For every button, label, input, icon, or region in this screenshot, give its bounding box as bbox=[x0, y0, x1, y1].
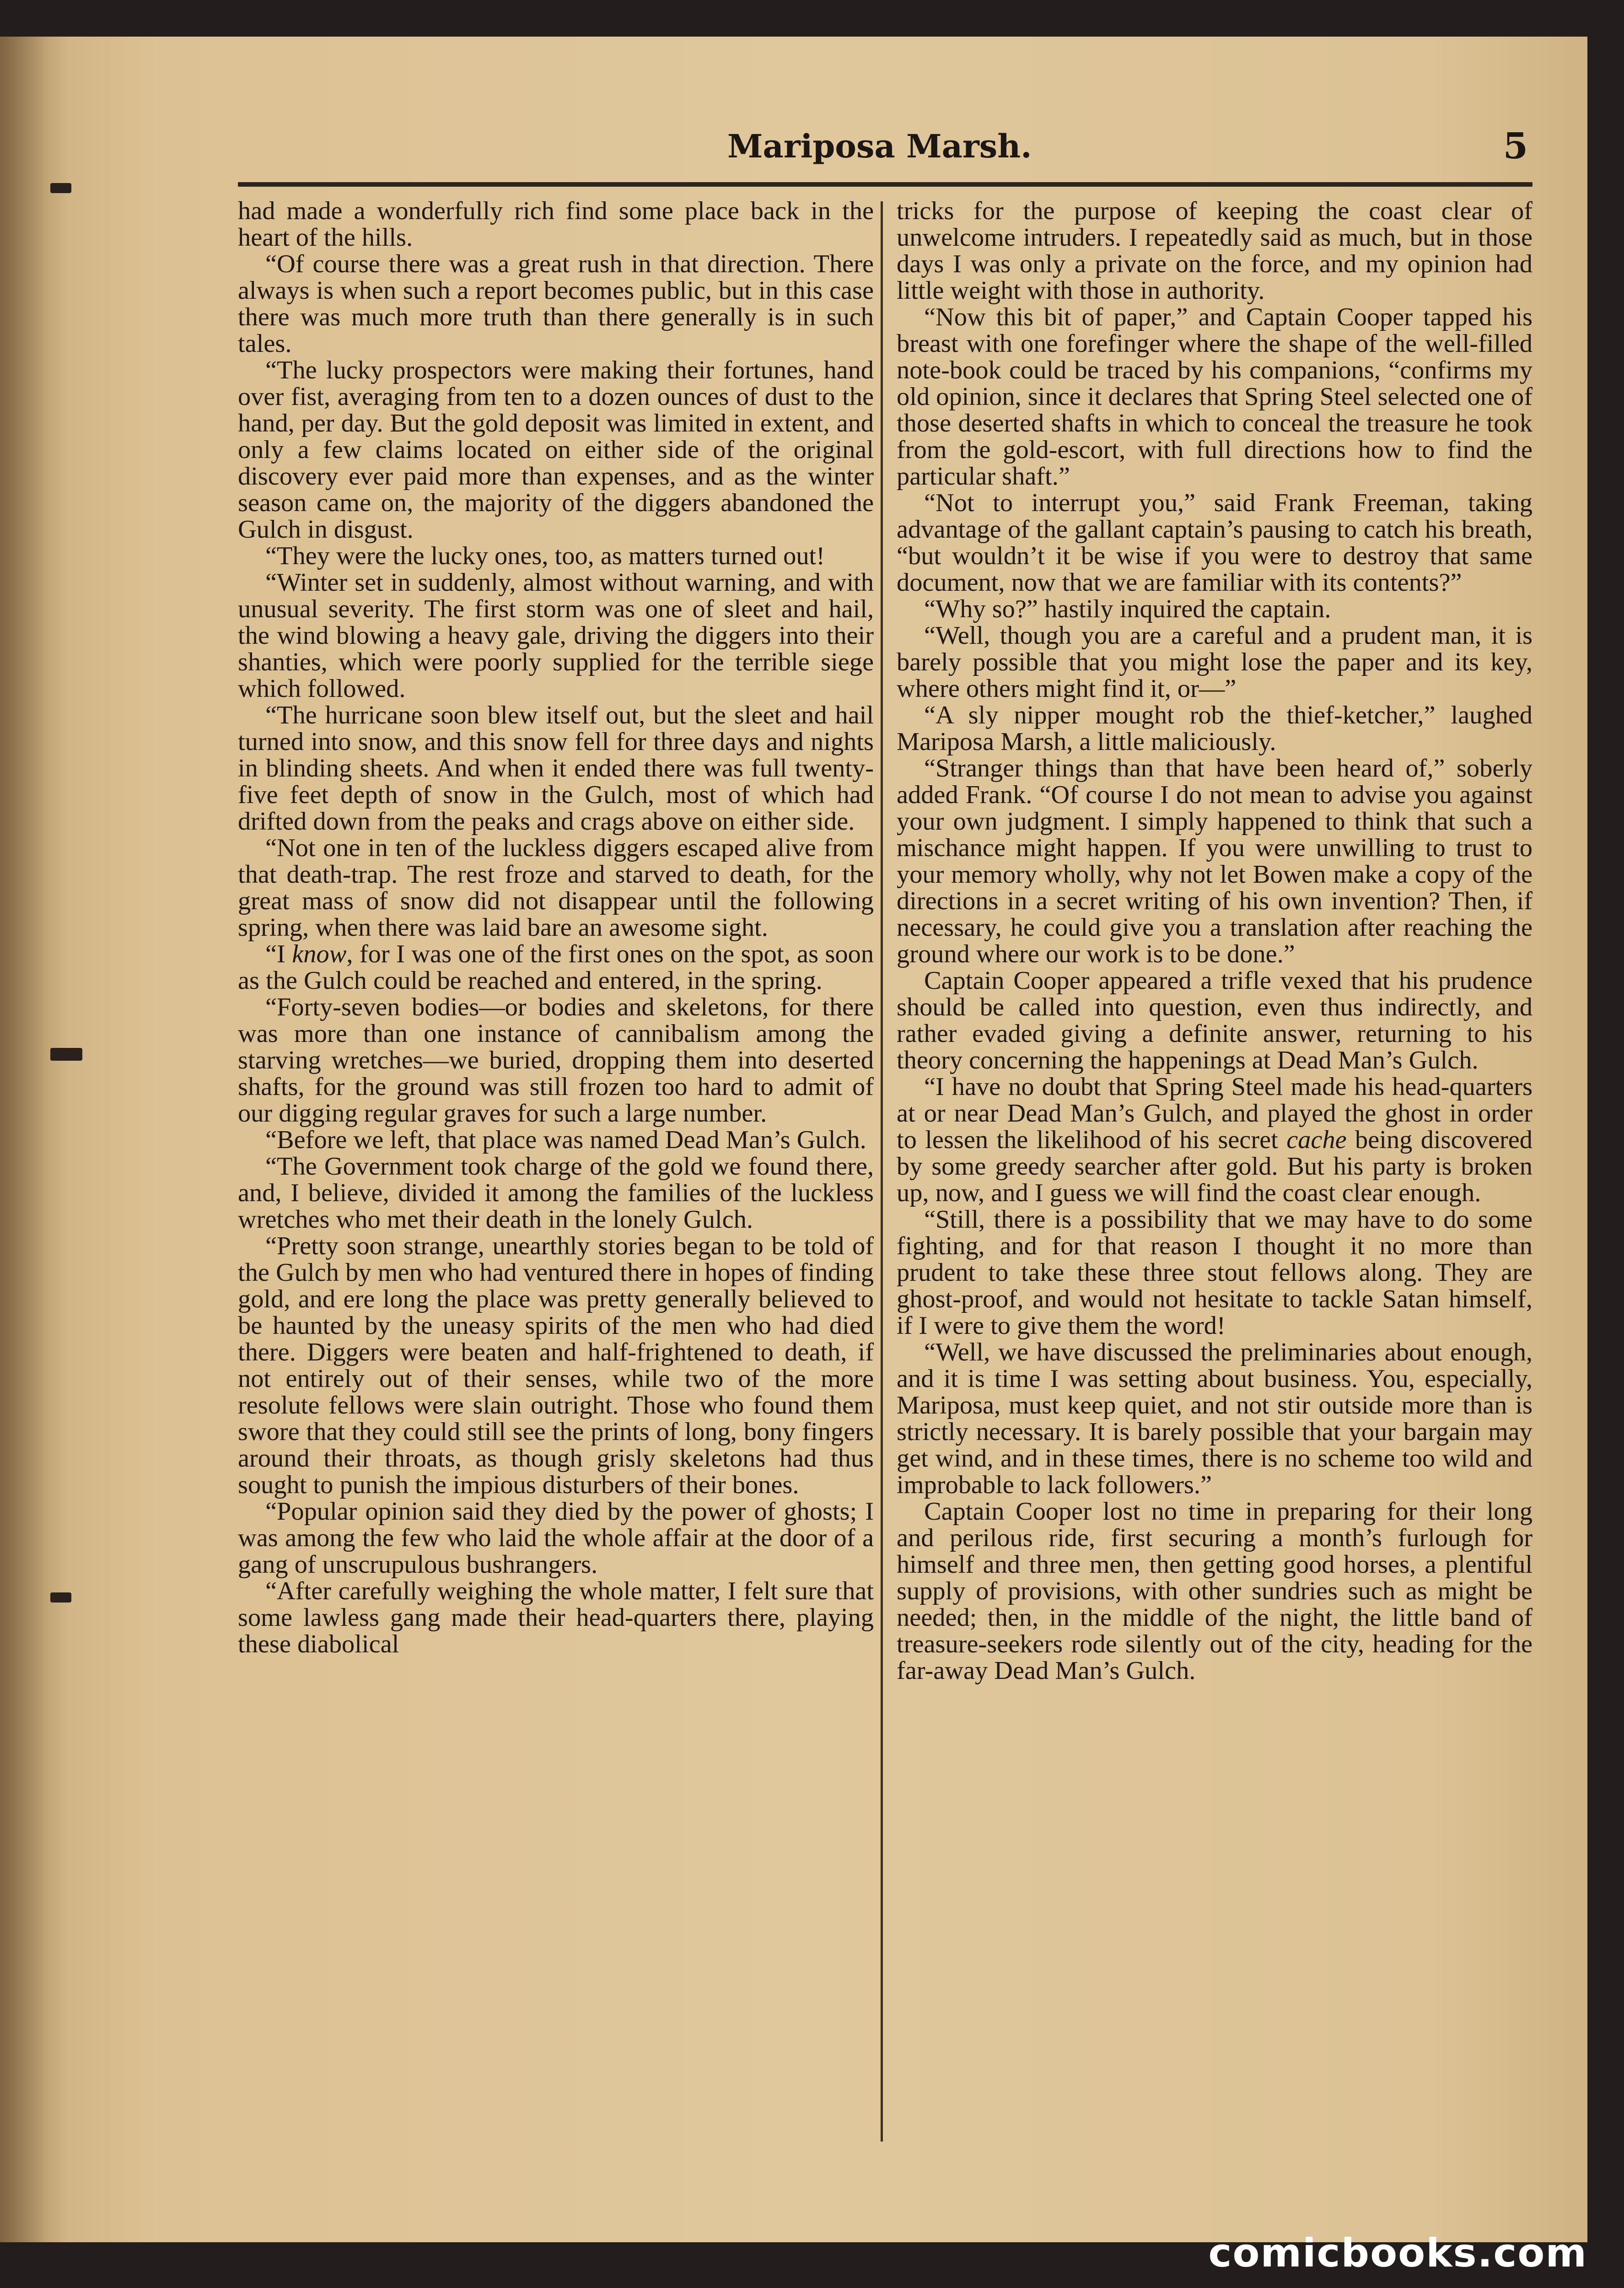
paragraph: “Forty-seven bodies—or bodies and skeletons, for there was more than one instance of cannibalism among the starving wretches—we buried, dropping them into deserted shafts, for the ground was still frozen too hard to admit of our digging regular graves for such a large number. bbox=[238, 993, 874, 1128]
binding-stitch-mark bbox=[50, 183, 71, 193]
paragraph: “The lucky prospectors were making their fortunes, hand over fist, averaging from ten to a dozen ounces of dust to the hand, per day. But the gold deposit was limited in extent, and only a few claims located on either side of the original discovery ever paid more than expenses, and as the winter season came on, the majority of the diggers abandoned the Gulch in disgust. bbox=[238, 356, 874, 544]
paragraph: “I know, for I was one of the first ones on the spot, as soon as the Gulch could be reached and entered, in the spring. bbox=[238, 940, 874, 995]
paragraph: “Still, there is a possibility that we may have to do some fighting, and for that reason I thought it no more than prudent to take these three stout fellows along. They are ghost-proof, and would not hesitate to tackle Satan himself, if I were to give them the word! bbox=[897, 1205, 1533, 1340]
paragraph: “I have no doubt that Spring Steel made his head-quarters at or near Dead Man’s Gulch, and played the ghost in order to lessen the likelihood of his secret cache being discovered by some greedy searcher after gold. But his party is broken up, now, and I guess we will find the coast clear enough. bbox=[897, 1073, 1533, 1207]
paragraph: “Popular opinion said they died by the power of ghosts; I was among the few who laid the whole affair at the door of a gang of unscrupulous bushrangers. bbox=[238, 1497, 874, 1579]
text-column-right bbox=[897, 198, 1533, 1684]
paragraph: Captain Cooper lost no time in preparing for their long and perilous ride, first securing a month’s furlough for himself and three men, then getting good horses, a plentiful supply of provisions, with other sundries such as might be needed; then, in the middle of the night, the little band of treasure-seekers rode silently out of the city, heading for the far-away Dead Man’s Gulch. bbox=[897, 1497, 1533, 1685]
paragraph: Captain Cooper appeared a trifle vexed that his prudence should be called into question, even thus indirectly, and rather evaded giving a definite answer, returning to his theory concerning the happenings at Dead Man’s Gulch. bbox=[897, 966, 1533, 1074]
paragraph: “They were the lucky ones, too, as matters turned out! bbox=[265, 542, 825, 570]
paragraph: tricks for the purpose of keeping the coast clear of unwelcome intruders. I repeatedly said as much, but in those days I was only a private on the force, and my opinion had little weight with those in authority. bbox=[897, 197, 1533, 305]
paragraph: “Before we left, that place was named Dead Man’s Gulch. bbox=[265, 1126, 866, 1154]
paragraph: “Of course there was a great rush in that direction. There always is when such a report becomes public, but in this case there was much more truth than there generally is in such tales. bbox=[238, 250, 874, 358]
header-rule bbox=[238, 182, 1533, 187]
paragraph: “Not one in ten of the luckless diggers escaped alive from that death-trap. The rest froze and starved to death, for the great mass of snow did not disappear until the following spring, when there was laid bare an awesome sight. bbox=[238, 834, 874, 942]
paragraph: “Stranger things than that have been heard of,” soberly added Frank. “Of course I do not mean to advise you against your own judgment. I simply happened to think that such a mischance might happen. If you were unwilling to trust to your memory wholly, why not let Bowen make a copy of the directions in a secret writing of his own invention? Then, if necessary, he could give you a translation after reaching the ground where our work is to be done.” bbox=[897, 754, 1533, 968]
page-number: 5 bbox=[1503, 125, 1528, 167]
emphasis: know bbox=[292, 940, 347, 968]
emphasis: cache bbox=[1286, 1126, 1347, 1154]
paragraph: “The hurricane soon blew itself out, but the sleet and hail turned into snow, and this snow fell for three days and nights in blinding sheets. And when it ended there was full twenty-five feet depth of snow in the Gulch, most of which had drifted down from the peaks and crags above on either side. bbox=[238, 701, 874, 836]
binding-stitch-mark bbox=[50, 1048, 82, 1061]
paragraph: “Well, we have discussed the preliminaries about enough, and it is time I was setting about business. You, especially, Mariposa, must keep quiet, and not stir outside more than is strictly necessary. It is barely possible that your bargain may get wind, and in these times, there is no scheme too wild and improbable to lack followers.” bbox=[897, 1338, 1533, 1499]
spine-shadow bbox=[0, 37, 69, 2242]
paragraph: “After carefully weighing the whole matter, I felt sure that some lawless gang made their head-quarters there, playing these diabolical bbox=[238, 1577, 874, 1658]
paragraph: “Well, though you are a careful and a prudent man, it is barely possible that you might lose the paper and its key, where others might find it, or—” bbox=[897, 621, 1533, 703]
paragraph: “Why so?” hastily inquired the captain. bbox=[924, 595, 1331, 623]
book-page bbox=[0, 37, 1587, 2242]
watermark: comicbooks.com bbox=[1208, 2230, 1587, 2276]
paragraph: “Now this bit of paper,” and Captain Cooper tapped his breast with one forefinger where the shape of the well-filled note-book could be traced by his companions, “confirms my old opinion, since it declares that Spring Steel selected one of those deserted shafts in which to conceal the treasure he took from the gold-escort, with full directions how to find the particular shaft.” bbox=[897, 303, 1533, 491]
running-head-title: Mariposa Marsh. bbox=[727, 127, 1032, 165]
paragraph: “Winter set in suddenly, almost without warning, and with unusual severity. The first storm was one of sleet and hail, the wind blowing a heavy gale, driving the diggers into their shanties, which were poorly supplied for the terrible siege which followed. bbox=[238, 568, 874, 703]
paragraph: “Pretty soon strange, unearthly stories began to be told of the Gulch by men who had ventured there in hopes of finding gold, and ere long the place was pretty generally believed to be haunted by the uneasy spirits of the men who had died there. Diggers were beaten and half-frightened to death, if not entirely out of their senses, while two of the more resolute fellows were slain outright. Those who found them swore that they could still see the prints of long, bony fingers around their throats, as though grisly skeletons had thus sought to punish the impious disturbers of their bones. bbox=[238, 1232, 874, 1499]
paragraph: “Not to interrupt you,” said Frank Freeman, taking advantage of the gallant captain’s pausing to catch his breath, “but wouldn’t it be wise if you were to destroy that same document, now that we are familiar with its contents?” bbox=[897, 489, 1533, 597]
column-divider bbox=[881, 201, 883, 2142]
paragraph: had made a wonderfully rich find some place back in the heart of the hills. bbox=[238, 197, 874, 252]
paragraph: “A sly nipper mought rob the thief-ketcher,” laughed Mariposa Marsh, a little maliciously. bbox=[897, 701, 1533, 756]
paragraph: “The Government took charge of the gold we found there, and, I believe, divided it among the families of the luckless wretches who met their death in the lonely Gulch. bbox=[238, 1152, 874, 1234]
text-column-left bbox=[238, 198, 874, 1657]
binding-stitch-mark bbox=[50, 1592, 71, 1603]
